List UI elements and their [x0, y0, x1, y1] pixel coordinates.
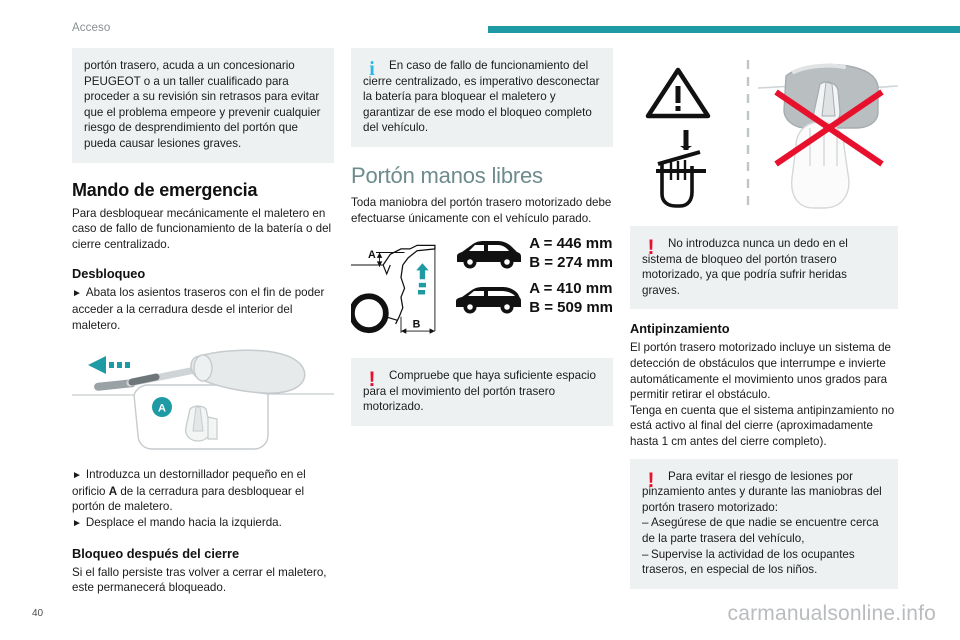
- callout-info-central-locking: [351, 48, 613, 147]
- column-middle: [351, 48, 613, 436]
- step-fold-seats: [72, 285, 334, 333]
- para-mando-emergencia: Para desbloquear mecánicamente el maletero en caso de fallo de funcionamiento de la batería o del cierre centralizado.: [72, 206, 332, 251]
- para-antipinzamiento-2: Tenga en cuenta que el sistema antipinzamiento no está activo al final del cierre (aproximadamente hasta 1 cm antes del cierre completo).: [630, 403, 895, 448]
- heading-mando-emergencia: Mando de emergencia: [72, 179, 258, 200]
- arrow-bullet-icon: ►: [72, 470, 82, 482]
- callout-warning-pinch-item-1: [642, 515, 886, 546]
- callout-intro-text: portón trasero, acuda a un concesionario PEUGEOT o a un taller cualificado para proceder a su revisión sin retrasos para evitar que el problema empeore y prevenir cualquier riesgo de desprendimiento del portón que pueda causar lesiones graves.: [84, 59, 321, 150]
- dimension-b-estate: B = 509 mm: [529, 299, 613, 317]
- column-right: [630, 48, 898, 599]
- callout-warning-pinch-item-1-text: Asegúrese de que nadie se encuentre cerca de la parte trasera del vehículo,: [642, 516, 879, 545]
- header-rule: [488, 26, 960, 33]
- heading-porton-manos-libres: Portón manos libres: [351, 162, 543, 188]
- hand-in-latch-drawing: [758, 64, 898, 208]
- step-move-lever: [72, 515, 334, 532]
- para-bloqueo-cierre: Si el fallo persiste tras volver a cerrar el maletero, este permanecerá bloqueado.: [72, 565, 327, 595]
- dimension-a-estate: A = 410 mm: [529, 280, 613, 298]
- svg-text:B: B: [412, 318, 421, 331]
- dimension-a-hatchback: A = 446 mm: [529, 235, 613, 253]
- figure-tailgate-dimensions: [351, 232, 613, 348]
- heading-antipinzamiento: Antipinzamiento: [630, 321, 730, 337]
- callout-info-text: En caso de fallo de funcionamiento del cierre centralizado, es imperativo desconectar la batería para bloquear el maletero y garantizar de ese modo el bloqueo completo del vehículo.: [363, 59, 600, 135]
- figure-lock-screwdriver: [72, 339, 334, 457]
- warning-icon: !: [647, 236, 655, 259]
- para-porton-manos-libres: Toda maniobra del portón trasero motorizado debe efectuarse únicamente con el vehículo parado.: [351, 195, 612, 225]
- dimension-row-estate: [453, 279, 613, 317]
- pinched-hand-icon: [656, 130, 706, 206]
- warning-icon: !: [647, 468, 655, 492]
- dimension-b-hatchback: B = 274 mm: [529, 254, 613, 272]
- callout-warning-finger: [630, 226, 898, 309]
- callout-warning-pinch-text: Para evitar el riesgo de lesiones por pinzamiento antes y durante las maniobras del portón trasero motorizado:: [642, 469, 882, 514]
- no-finger-illustration: [630, 54, 898, 216]
- column-left: [72, 48, 334, 596]
- figure-no-finger-in-latch: [630, 54, 898, 216]
- info-icon: i: [369, 58, 375, 80]
- dimension-list: [453, 232, 613, 324]
- chapter-title: Acceso: [72, 22, 111, 34]
- step-fold-seats-text: Abata los asientos traseros con el fin de poder acceder a la cerradura desde el interior del maletero.: [72, 286, 325, 332]
- dimension-values-estate: [529, 279, 613, 317]
- step-screwdriver-letter: A: [108, 484, 118, 498]
- watermark: carmanualsonline.info: [727, 602, 936, 625]
- callout-warning-space: [351, 358, 613, 426]
- dash-bullet-icon: –: [642, 547, 649, 561]
- callout-warning-pinch-item-2: [642, 547, 886, 578]
- svg-text:A: A: [158, 402, 166, 415]
- callout-warning-pinch-item-2-text: Supervise la actividad de los ocupantes traseros, en especial de los niños.: [642, 547, 855, 577]
- tailgate-clearance-diagram: [351, 232, 449, 348]
- para-antipinzamiento-1: El portón trasero motorizado incluye un sistema de detección de obstáculos que interrumpe e invierte automáticamente el movimiento unos grados para permitir retirar el obstáculo.: [630, 341, 891, 402]
- warning-icon: !: [368, 368, 376, 392]
- estate-silhouette-icon: [453, 281, 523, 315]
- arrow-bullet-icon: ►: [72, 517, 82, 529]
- callout-warning-finger-text: No introduzca nunca un dedo en el sistema de bloqueo del portón trasero motorizado, ya que podría sufrir heridas graves.: [642, 237, 848, 297]
- step-screwdriver-text-2: de la cerradura para desbloquear el portón de maletero.: [72, 484, 305, 514]
- callout-intro: [72, 48, 334, 163]
- dimension-row-hatchback: [453, 234, 613, 272]
- dash-bullet-icon: –: [642, 516, 649, 530]
- callout-warning-space-text: Compruebe que haya suficiente espacio para el movimiento del portón trasero motorizado.: [363, 369, 596, 414]
- callout-warning-pinch: [630, 459, 898, 589]
- step-screwdriver: [72, 467, 334, 515]
- svg-text:A: A: [367, 249, 376, 262]
- heading-desbloqueo: Desbloqueo: [72, 266, 146, 282]
- page-number: 40: [32, 608, 44, 619]
- heading-bloqueo-cierre: Bloqueo después del cierre: [72, 545, 240, 561]
- step-screwdriver-text-1: Introduzca un destornillador pequeño en el orificio: [72, 468, 306, 498]
- step-move-lever-text: Desplace el mando hacia la izquierda.: [85, 515, 282, 529]
- arrow-bullet-icon: ►: [72, 288, 82, 300]
- lock-screwdriver-illustration: [72, 339, 334, 457]
- hatchback-silhouette-icon: [453, 236, 523, 270]
- dimension-values-hatchback: [529, 234, 613, 272]
